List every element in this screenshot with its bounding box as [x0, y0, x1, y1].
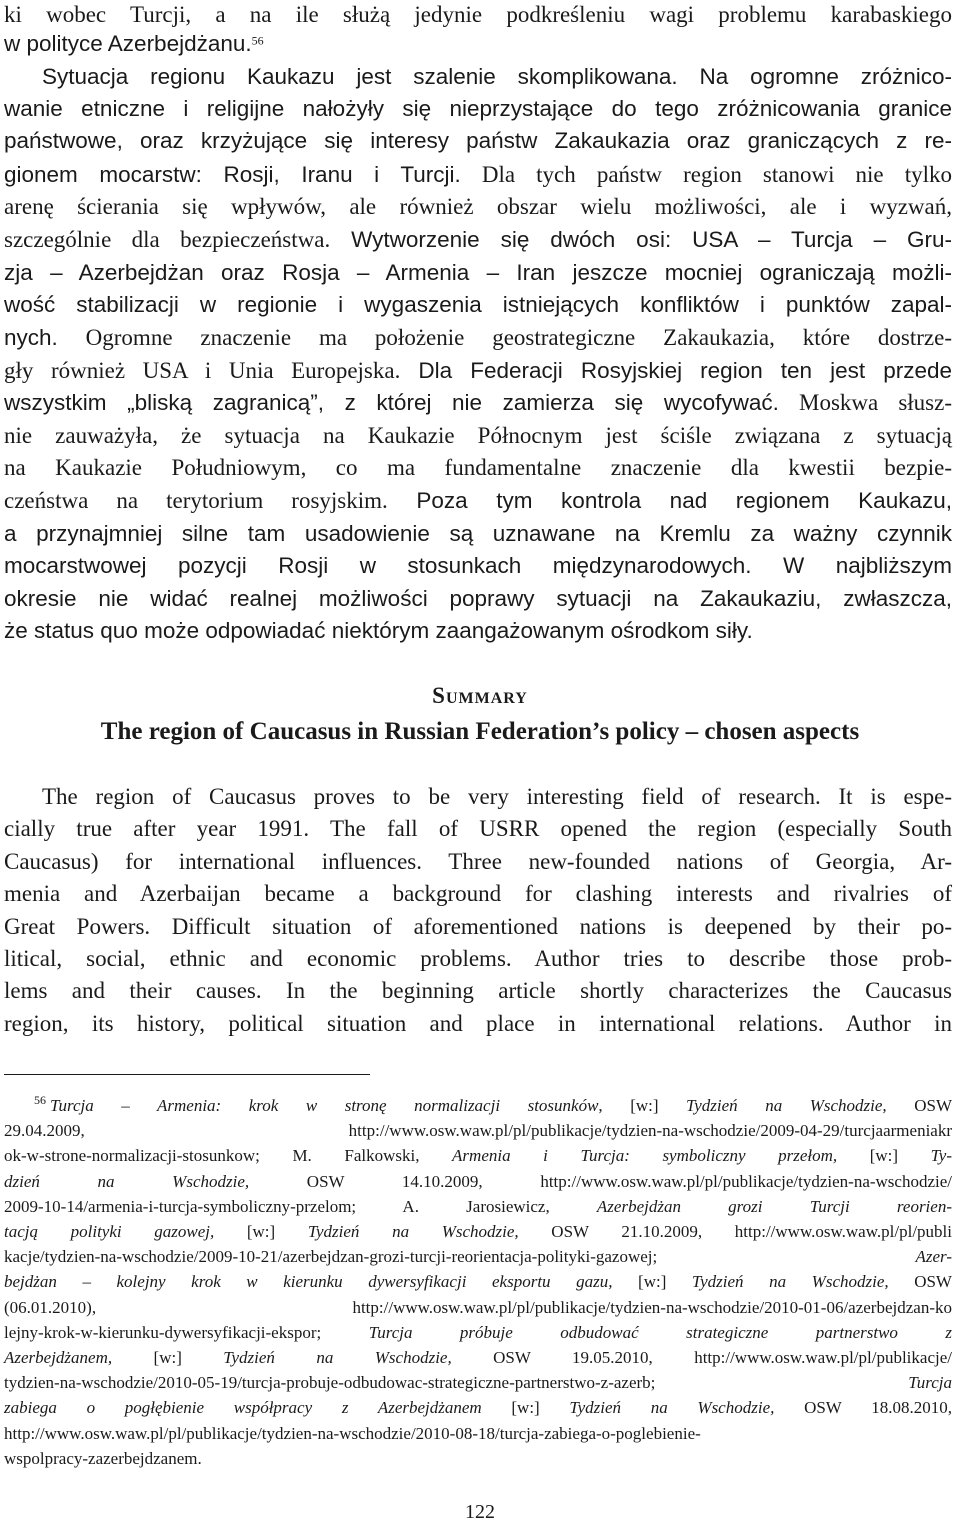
text-fragment: gionem mocarstw: Rosji, Iranu i Turcji. — [4, 162, 461, 187]
body-line — [4, 584, 952, 613]
footnote-reference: 56 — [251, 33, 264, 48]
summary-line: The region of Caucasus proves to be very interesting field of research. It is espe- — [42, 784, 952, 809]
text-fragment: okresie nie widać realnej możliwości poprawy sytuacji na Zakaukaziu, zwłaszcza, — [4, 586, 952, 611]
summary-line: cially true after year 1991. The fall of USRR opened the region (especially South — [4, 816, 952, 842]
body-line — [4, 29, 952, 58]
page-number: 122 — [465, 1501, 495, 1523]
text-fragment: arenę ścierania się wpływów, ale również obszar wielu możliwości, ale i wyzwań, — [4, 194, 952, 219]
text-fragment: wość stabilizacji w regionie i wygaszenia istniejących konfliktów i punktów zapal- — [4, 292, 952, 317]
text-fragment: zja – Azerbejdżan oraz Rosja – Armenia – Iran jeszcze mocniej ograniczają możli- — [4, 260, 952, 285]
text-fragment: Poza tym kontrola nad regionem Kaukazu, — [387, 488, 952, 513]
citation-text: [w:] — [214, 1222, 308, 1241]
citation-text: ok-w-strone-normalizacji-stosunkow; M. Falkowski, — [4, 1146, 453, 1166]
text-fragment: Wytworzenie się dwóch osi: USA – Turcja – Gru- — [330, 227, 952, 252]
citation-text: http://www.osw.waw.pl/pl/publikacje/tydzien-na-wschodzie/2010-08-18/turcja-zabiega-o-poglebienie- — [4, 1423, 701, 1443]
text-fragment: Ogromne znaczenie ma położenie geostrategiczne Zakaukazia, które dostrze- — [57, 325, 952, 350]
citation-text: [w:] — [837, 1146, 931, 1166]
citation-text: 29.04.2009, http://www.osw.waw.pl/pl/publikacje/tydzien-na-wschodzie/2009-04-29/turcjaarmeniakr — [4, 1121, 952, 1141]
italic-citation: Azer- — [915, 1247, 952, 1267]
italic-citation: Tydzień na Wschodzie, — [691, 1272, 889, 1292]
body-line — [4, 323, 952, 352]
footnote-line — [4, 1196, 952, 1217]
summary-line: lems and their causes. In the beginning article shortly characterizes the Caucasus — [4, 978, 952, 1004]
italic-citation: Azerbejdżanem, — [4, 1348, 113, 1367]
summary-line: menia and Azerbaijan became a background for clashing interests and rivalries of — [4, 881, 952, 907]
text-fragment: gły również USA i Unia Europejska. — [4, 358, 401, 383]
summary-line: Caucasus) for international influences. Three new-founded nations of Georgia, Ar- — [4, 848, 952, 874]
text-fragment: Dla tych państw region stanowi nie tylko — [460, 162, 952, 187]
text-fragment: państwowe, oraz krzyżujące się interesy państw Zakaukazia oraz graniczących z re- — [4, 128, 952, 153]
citation-text: OSW 14.10.2009, http://www.osw.waw.pl/pl/publikacje/tydzien-na-wschodzie/ — [249, 1171, 953, 1191]
italic-citation: Ty- — [930, 1146, 953, 1166]
summary-line: region, its history, political situation and place in international relations. Author in — [4, 1010, 952, 1036]
italic-citation: Tydzień na Wschodzie, — [307, 1222, 519, 1241]
footnote-line — [4, 1372, 952, 1393]
text-fragment: a przynajmniej silne tam usadowienie są uznawane na Kremlu za ważny czynnik — [4, 521, 952, 546]
footnote-line — [4, 1221, 952, 1242]
italic-citation: dzień na Wschodzie, — [4, 1171, 250, 1191]
footnote-line — [4, 1423, 952, 1444]
italic-citation: tacją polityki gazowej, — [4, 1222, 215, 1241]
italic-citation: zabiega o pogłębienie współpracy z Azerbejdżanem — [4, 1398, 482, 1418]
footnote-separator — [4, 1074, 370, 1075]
citation-text: OSW — [886, 1096, 952, 1115]
footnote-line — [4, 1120, 952, 1141]
text-fragment: wszystkim „bliską zagranicą”, z której nie zamierza się wycofywać. — [4, 390, 779, 415]
italic-citation: Tydzień na Wschodzie, — [686, 1096, 887, 1115]
citation-text: kacje/tydzien-na-wschodzie/2009-10-21/azerbejdzan-grozi-turcji-reorientacja-polityki-gazowej; — [4, 1247, 916, 1267]
citation-text: OSW 21.10.2009, http://www.osw.waw.pl/pl/publi — [518, 1222, 952, 1241]
body-line — [4, 486, 952, 515]
body-line — [4, 551, 952, 580]
text-fragment: że status quo może odpowiadać niektórym zaangażowanym ośrodkom siły. — [4, 618, 753, 643]
text-fragment: nie zauważyła, że sytuacja na Kaukazie Północnym jest ściśle związana z sytuacją — [4, 423, 952, 448]
citation-text: [w:] — [112, 1348, 224, 1367]
italic-citation: Tydzień na Wschodzie, — [223, 1348, 452, 1367]
citation-text: wspolpracy-zazerbejdzanem. — [4, 1448, 202, 1468]
footnote-number: 56 — [34, 1093, 46, 1108]
body-line — [4, 616, 952, 645]
text-fragment: czeństwa na terytorium rosyjskim. — [4, 488, 388, 513]
italic-citation: Tydzień na Wschodzie, — [569, 1398, 775, 1418]
footnote-line — [4, 1145, 952, 1166]
summary-title: The region of Caucasus in Russian Federation’s policy – chosen aspects — [100, 718, 860, 745]
body-line — [4, 356, 952, 385]
text-fragment: Moskwa słusz- — [778, 390, 952, 415]
citation-text: [w:] — [612, 1272, 692, 1292]
italic-citation: bejdżan – kolejny krok w kierunku dywersyfikacji eksportu gazu, — [4, 1272, 613, 1292]
body-line — [4, 519, 952, 548]
footnote-line — [4, 1246, 952, 1267]
citation-text: OSW 18.08.2010, — [774, 1398, 952, 1418]
footnote-line — [4, 1322, 952, 1343]
text-fragment: wanie etniczne i religijne nałożyły się nieprzystające do tego zróżnicowania granice — [4, 96, 952, 121]
text-fragment: Sytuacja regionu Kaukazu jest szalenie skomplikowana. Na ogromne zróżnico- — [42, 64, 952, 89]
citation-text: , [w:] — [598, 1096, 687, 1115]
italic-citation: Turcja – Armenia: krok w stronę normalizacji stosunków — [50, 1096, 599, 1115]
footnote-line — [4, 1347, 952, 1368]
citation-text: 2009-10-14/armenia-i-turcja-symboliczny-przelom; A. Jarosiewicz, — [4, 1196, 597, 1216]
text-fragment: nych. — [4, 325, 58, 350]
citation-text: tydzien-na-wschodzie/2010-05-19/turcja-probuje-odbudowac-strategiczne-partnerstwo-z-azerb; — [4, 1373, 909, 1393]
italic-citation: Turcja — [908, 1373, 952, 1393]
text-fragment: ki wobec Turcji, a na ile służą jedynie podkreśleniu wagi problemu karabaskiego — [4, 2, 952, 27]
text-fragment: Dla Federacji Rosyjskiej region ten jest przede — [400, 358, 952, 383]
citation-text: lejny-krok-w-kierunku-dywersyfikacji-ekspor; — [4, 1322, 369, 1342]
italic-citation: Armenia i Turcja: symboliczny przełom, — [452, 1146, 838, 1166]
body-line — [4, 290, 952, 319]
body-line — [4, 388, 952, 417]
footnote-line — [4, 1297, 952, 1318]
footnote-line — [4, 1448, 952, 1469]
text-fragment: mocarstwowej pozycji Rosji w stosunkach międzynarodowych. W najbliższym — [4, 553, 952, 578]
body-line — [4, 126, 952, 155]
body-line — [4, 225, 952, 254]
citation-text: (06.01.2010), http://www.osw.waw.pl/pl/publikacje/tydzien-na-wschodzie/2010-01-06/azerbejdzan-ko — [4, 1297, 952, 1317]
citation-text: [w:] — [481, 1398, 570, 1418]
body-line — [42, 62, 952, 91]
footnote-line — [4, 1397, 952, 1418]
summary-line: Great Powers. Difficult situation of aforementioned nations is deepened by their po- — [4, 913, 952, 939]
citation-text: OSW 19.05.2010, http://www.osw.waw.pl/pl/publikacje/ — [451, 1348, 952, 1367]
body-line — [4, 94, 952, 123]
body-line — [4, 192, 952, 221]
body-line — [4, 160, 952, 189]
body-line — [4, 258, 952, 287]
summary-line: litical, social, ethnic and economic problems. Author tries to describe those prob- — [4, 946, 952, 971]
text-fragment: na Kaukazie Południowym, co ma fundamentalne znaczenie dla kwestii bezpie- — [4, 455, 952, 480]
body-line — [4, 453, 952, 482]
italic-citation: Azerbejdżan grozi Turcji reorien- — [596, 1196, 952, 1216]
summary-heading: Summary — [432, 683, 528, 708]
footnote-line — [4, 1171, 952, 1192]
citation-text: OSW — [888, 1272, 952, 1292]
italic-citation: Turcja próbuje odbudować strategiczne partnerstwo z — [368, 1322, 952, 1342]
text-fragment: w polityce Azerbejdżanu. — [4, 31, 252, 56]
footnote-line — [34, 1093, 952, 1116]
footnote-line — [4, 1271, 952, 1292]
body-line — [4, 421, 952, 450]
text-fragment: szczególnie dla bezpieczeństwa. — [4, 227, 331, 252]
body-line — [4, 0, 952, 29]
